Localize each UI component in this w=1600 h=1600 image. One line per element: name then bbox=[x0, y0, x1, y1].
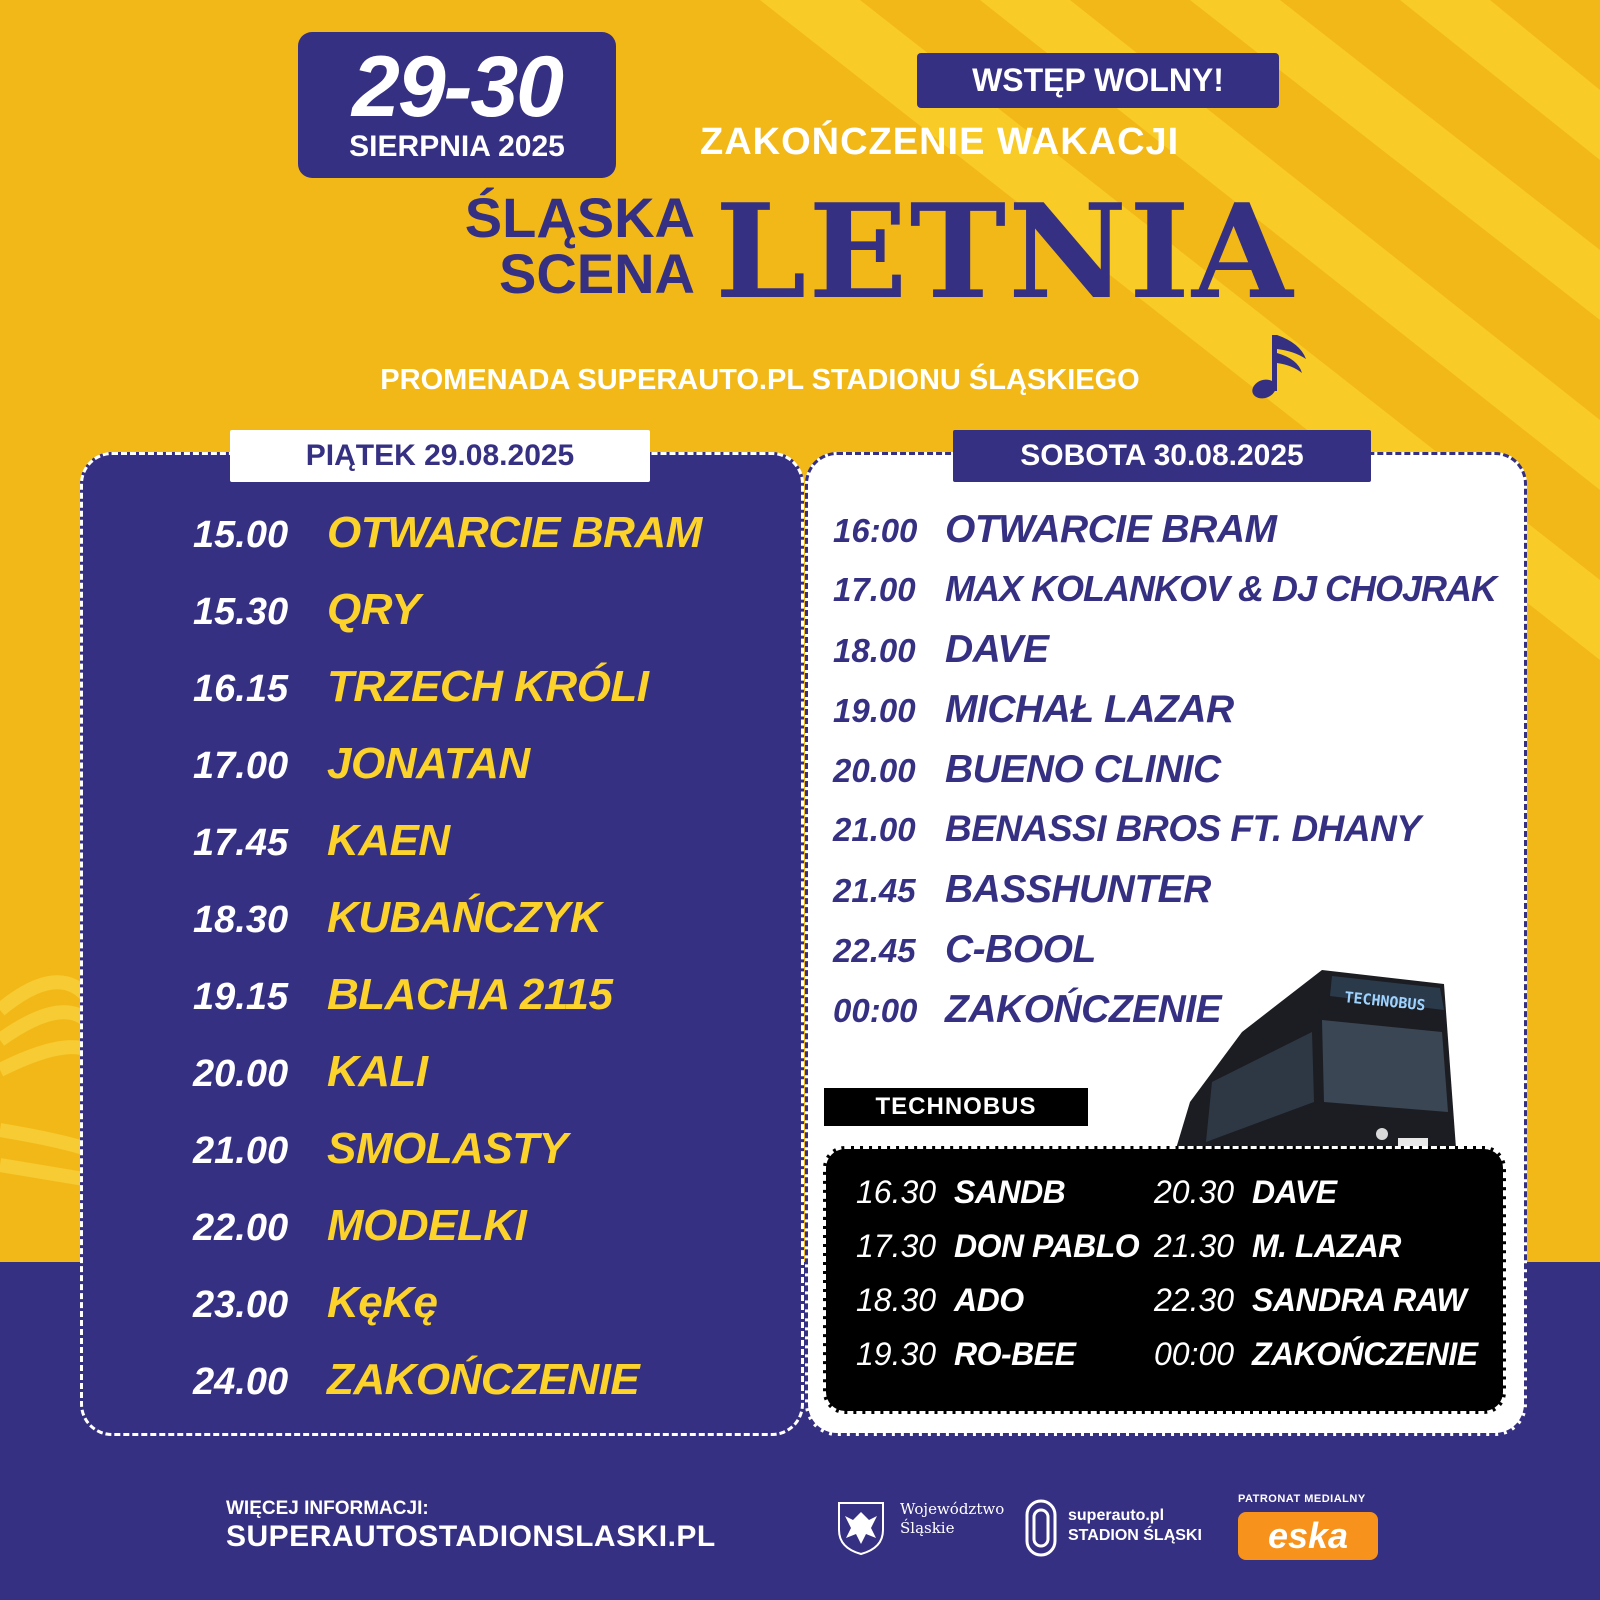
brand-wordmark-left bbox=[355, 186, 695, 305]
saturday-row bbox=[833, 568, 1496, 610]
brand-line-2: SCENA bbox=[498, 242, 695, 305]
act-name: SANDRA RAW bbox=[1252, 1282, 1467, 1318]
friday-row bbox=[193, 739, 530, 789]
act-name: KęKę bbox=[327, 1278, 438, 1327]
set-time: 22.45 bbox=[833, 932, 916, 969]
brand-wordmark-big: LETNIA bbox=[715, 175, 1295, 328]
friday-row bbox=[193, 816, 450, 866]
venue: PROMENADA SUPERAUTO.PL STADIONU ŚLĄSKIEGO bbox=[380, 364, 1140, 396]
saturday-row bbox=[833, 808, 1421, 850]
friday-row bbox=[193, 1355, 639, 1405]
set-time: 24.00 bbox=[193, 1361, 289, 1403]
act-name: JONATAN bbox=[327, 739, 530, 788]
act-name: SANDB bbox=[954, 1174, 1066, 1210]
tagline: ZAKOŃCZENIE WAKACJI bbox=[700, 121, 1180, 163]
saturday-row bbox=[833, 748, 1221, 792]
act-name: MODELKI bbox=[327, 1201, 527, 1250]
act-name: BASSHUNTER bbox=[945, 868, 1211, 911]
act-name: BUENO CLINIC bbox=[945, 748, 1221, 791]
coat-of-arms-icon bbox=[836, 1500, 886, 1556]
act-name: KAEN bbox=[327, 816, 450, 865]
act-name: RO-BEE bbox=[954, 1336, 1076, 1372]
friday-tab: PIĄTEK 29.08.2025 bbox=[230, 430, 650, 482]
technobus-label: TECHNOBUS bbox=[824, 1088, 1088, 1126]
act-name: KALI bbox=[327, 1047, 428, 1096]
stadium-line-1: superauto.pl bbox=[1068, 1507, 1165, 1524]
set-time: 22.00 bbox=[193, 1207, 289, 1249]
friday-row bbox=[193, 1047, 428, 1097]
set-time: 19.15 bbox=[193, 976, 289, 1018]
act-name: ZAKOŃCZENIE bbox=[945, 988, 1222, 1031]
stadium-icon bbox=[1024, 1498, 1058, 1558]
act-name: KUBAŃCZYK bbox=[327, 893, 602, 942]
set-time: 16:00 bbox=[833, 512, 918, 549]
technobus-row bbox=[856, 1282, 1024, 1319]
technobus-image bbox=[1172, 962, 1457, 1162]
friday-panel bbox=[80, 452, 804, 1436]
set-time: 21.30 bbox=[1154, 1228, 1235, 1264]
set-time: 15.30 bbox=[193, 591, 289, 633]
set-time: 19.00 bbox=[833, 692, 916, 729]
voivodeship-line-2: Śląskie bbox=[900, 1519, 955, 1537]
act-name: C-BOOL bbox=[945, 928, 1096, 971]
info-label: WIĘCEJ INFORMACJI: bbox=[226, 1498, 429, 1519]
saturday-row bbox=[833, 628, 1048, 672]
act-name: TRZECH KRÓLI bbox=[327, 662, 649, 711]
saturday-row bbox=[833, 988, 1221, 1032]
saturday-row bbox=[833, 928, 1096, 972]
set-time: 16.15 bbox=[193, 668, 289, 710]
set-time: 19.30 bbox=[856, 1336, 937, 1372]
date-box bbox=[298, 32, 616, 178]
act-name: DON PABLO bbox=[954, 1228, 1140, 1264]
technobus-row bbox=[1154, 1336, 1478, 1373]
act-name: DAVE bbox=[1252, 1174, 1337, 1210]
bus-sign: TECHNOBUS bbox=[1343, 988, 1427, 1015]
info-url-link[interactable]: SUPERAUTOSTADIONSLASKI.PL bbox=[226, 1520, 716, 1553]
friday-row bbox=[193, 1278, 438, 1328]
media-patronage-label: PATRONAT MEDIALNY bbox=[1238, 1493, 1366, 1505]
set-time: 17.30 bbox=[856, 1228, 937, 1264]
act-name: M. LAZAR bbox=[1252, 1228, 1401, 1264]
saturday-row bbox=[833, 868, 1211, 912]
act-name: BENASSI BROS FT. DHANY bbox=[945, 808, 1421, 849]
music-note-icon bbox=[1250, 325, 1310, 405]
set-time: 23.00 bbox=[193, 1284, 289, 1326]
technobus-row bbox=[856, 1228, 1139, 1265]
technobus-row bbox=[1154, 1174, 1337, 1211]
act-name: ZAKOŃCZENIE bbox=[327, 1355, 640, 1404]
friday-row bbox=[193, 1201, 526, 1251]
act-name: OTWARCIE BRAM bbox=[327, 508, 702, 557]
set-time: 21.00 bbox=[193, 1130, 289, 1172]
set-time: 18.30 bbox=[856, 1282, 937, 1318]
friday-row bbox=[193, 508, 702, 558]
set-time: 15.00 bbox=[193, 514, 289, 556]
technobus-row bbox=[1154, 1228, 1401, 1265]
set-time: 18.30 bbox=[193, 899, 289, 941]
act-name: ZAKOŃCZENIE bbox=[1252, 1336, 1478, 1372]
voivodeship-line-1: Województwo bbox=[900, 1500, 1005, 1518]
set-time: 20.00 bbox=[833, 752, 916, 789]
technobus-row bbox=[1154, 1282, 1466, 1319]
month-year: SIERPNIA 2025 bbox=[349, 130, 565, 163]
set-time: 20.30 bbox=[1154, 1174, 1235, 1210]
set-time: 18.00 bbox=[833, 632, 916, 669]
act-name: ADO bbox=[954, 1282, 1024, 1318]
friday-row bbox=[193, 970, 612, 1020]
brand-line-1: ŚLĄSKA bbox=[464, 186, 695, 249]
set-time: 17.00 bbox=[833, 571, 916, 608]
set-time: 22.30 bbox=[1154, 1282, 1235, 1318]
act-name: BLACHA 2115 bbox=[327, 970, 613, 1019]
friday-row bbox=[193, 662, 649, 712]
saturday-row bbox=[833, 508, 1276, 552]
act-name: DAVE bbox=[945, 628, 1049, 671]
technobus-row bbox=[856, 1174, 1065, 1211]
set-time: 00:00 bbox=[833, 992, 918, 1029]
saturday-tab: SOBOTA 30.08.2025 bbox=[953, 430, 1371, 482]
act-name: SMOLASTY bbox=[327, 1124, 568, 1173]
act-name: QRY bbox=[327, 585, 421, 634]
voivodeship-logo-text bbox=[900, 1500, 1004, 1538]
set-time: 21.45 bbox=[833, 872, 916, 909]
set-time: 17.45 bbox=[193, 822, 289, 864]
radio-eska-logo: eska bbox=[1238, 1512, 1378, 1560]
friday-row bbox=[193, 585, 420, 635]
stadium-line-2: STADION ŚLĄSKI bbox=[1068, 1527, 1202, 1544]
set-time: 16.30 bbox=[856, 1174, 937, 1210]
free-entry-badge: WSTĘP WOLNY! bbox=[917, 53, 1279, 108]
set-time: 20.00 bbox=[193, 1053, 289, 1095]
act-name: MICHAŁ LAZAR bbox=[945, 688, 1234, 731]
set-time: 00:00 bbox=[1154, 1336, 1235, 1372]
set-time: 17.00 bbox=[193, 745, 289, 787]
stadium-logo-text bbox=[1068, 1506, 1202, 1546]
friday-row bbox=[193, 1124, 567, 1174]
technobus-row bbox=[856, 1336, 1075, 1373]
date-range: 29-30 bbox=[352, 39, 562, 135]
act-name: OTWARCIE BRAM bbox=[945, 508, 1277, 551]
friday-row bbox=[193, 893, 601, 943]
act-name: MAX KOLANKOV & DJ CHOJRAK bbox=[945, 568, 1497, 609]
set-time: 21.00 bbox=[833, 811, 916, 848]
saturday-row bbox=[833, 688, 1234, 732]
